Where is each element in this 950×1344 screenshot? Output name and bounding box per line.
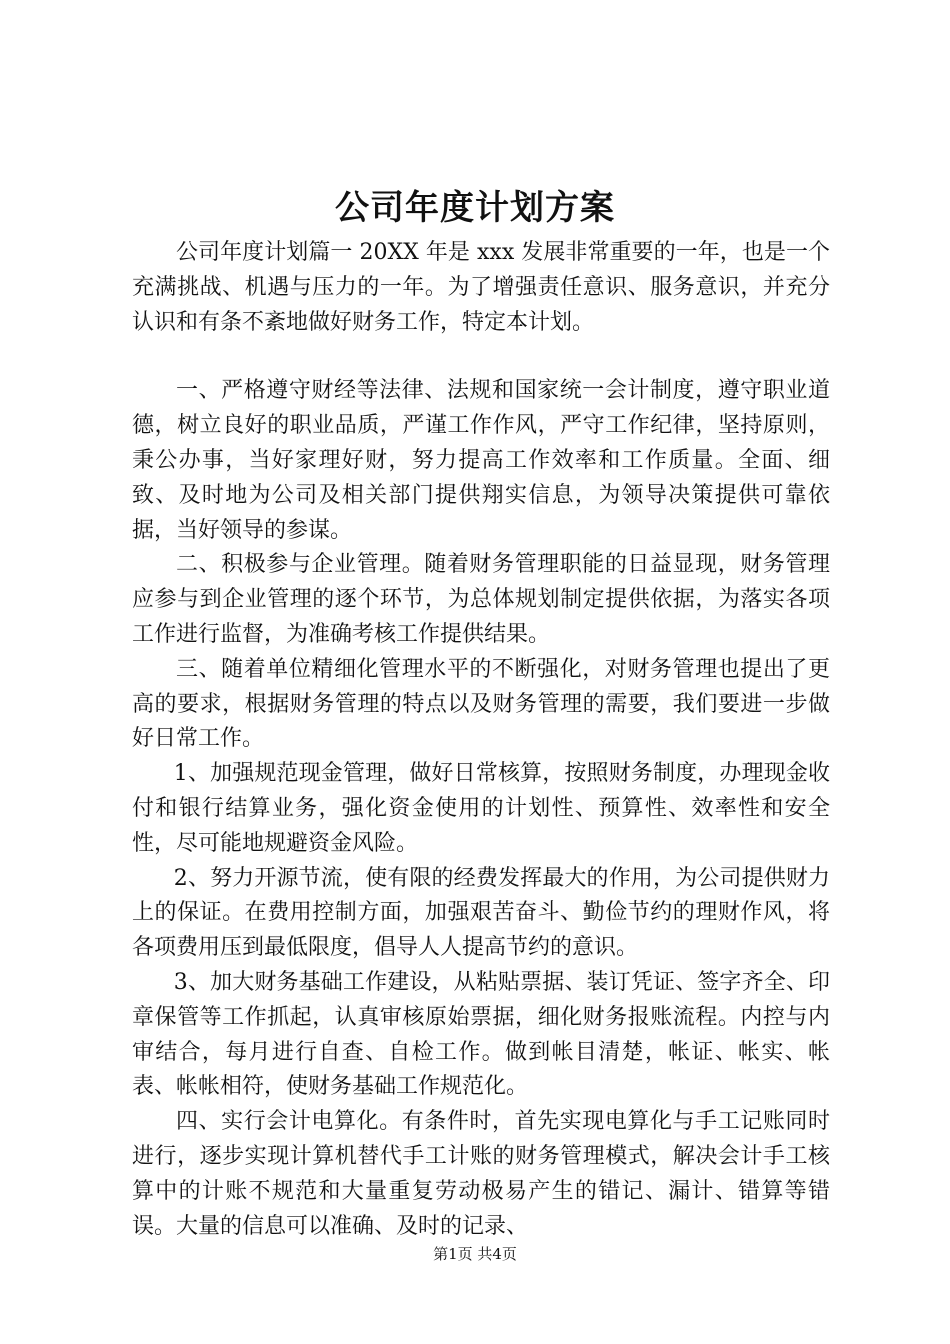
paragraph-section-4: 四、实行会计电算化。有条件时，首先实现电算化与手工记账同时进行，逐步实现计算机替代手工计账的财务管理模式，解决会计手工核算中的计账不规范和大量重复劳动极易产生的错记、漏计、错算等错误。大量的信息可以准确、及时的记录、 (132, 1109, 830, 1239)
page-number-footer: 第1页 共4页 (433, 1245, 517, 1263)
paragraph-item-3: 3、加大财务基础工作建设，从粘贴票据、装订凭证、签字齐全、印章保管等工作抓起，认真审核原始票据，细化财务报账流程。内控与内审结合，每月进行自查、自检工作。做到帐目清楚，帐证、帐实、帐表、帐帐相符，使财务基础工作规范化。 (132, 969, 830, 1100)
document-title: 公司年度计划方案 (335, 188, 615, 228)
paragraph-intro: 公司年度计划篇一 20XX 年是 xxx 发展非常重要的一年，也是一个充满挑战、机遇与压力的一年。为了增强责任意识、服务意识，并充分认识和有条不紊地做好财务工作，特定本计划。 (132, 240, 830, 335)
paragraph-section-3: 三、随着单位精细化管理水平的不断强化，对财务管理也提出了更高的要求，根据财务管理的特点以及财务管理的需要，我们要进一步做好日常工作。 (132, 656, 830, 752)
paragraph-section-2: 二、积极参与企业管理。随着财务管理职能的日益显现，财务管理应参与到企业管理的逐个环节，为总体规划制定提供依据，为落实各项工作进行监督，为准确考核工作提供结果。 (132, 552, 830, 647)
paragraph-item-1: 1、加强规范现金管理，做好日常核算，按照财务制度，办理现金收付和银行结算业务，强化资金使用的计划性、预算性、效率性和安全性，尽可能地规避资金风险。 (132, 761, 830, 856)
document-body (132, 236, 830, 1244)
paragraph-section-1: 一、严格遵守财经等法律、法规和国家统一会计制度，遵守职业道德，树立良好的职业品质，严谨工作作风，严守工作纪律，坚持原则，秉公办事，当好家理好财，努力提高工作效率和工作质量。全面、细致、及时地为公司及相关部门提供翔实信息，为领导决策提供可靠依据，当好领导的参谋。 (132, 378, 830, 543)
paragraph-gap (132, 340, 830, 374)
paragraph-item-2: 2、努力开源节流，使有限的经费发挥最大的作用，为公司提供财力上的保证。在费用控制方面，加强艰苦奋斗、勤俭节约的理财作风，将各项费用压到最低限度，倡导人人提高节约的意识。 (132, 865, 830, 961)
